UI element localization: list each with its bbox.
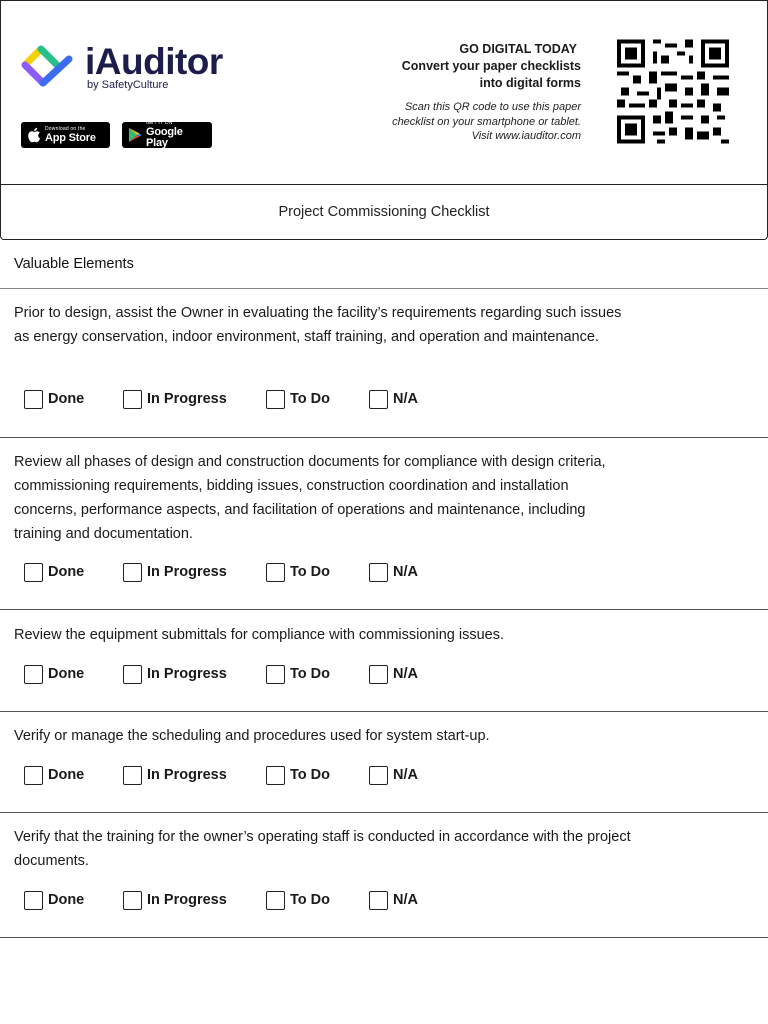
option-na[interactable] [369, 390, 449, 409]
checkbox-to-do[interactable] [266, 891, 285, 910]
checkbox-done[interactable] [24, 766, 43, 785]
checkbox-done[interactable] [24, 891, 43, 910]
checkbox-to-do[interactable] [266, 766, 285, 785]
option-na[interactable] [369, 665, 449, 684]
option-na[interactable] [369, 766, 449, 785]
checkbox-done[interactable] [24, 390, 43, 409]
checklist-item [0, 610, 768, 712]
checkbox-done[interactable] [24, 563, 43, 582]
promo-banner [0, 0, 768, 185]
option-na[interactable] [369, 891, 449, 910]
checkbox-na[interactable] [369, 665, 388, 684]
option-label: In Progress [147, 666, 227, 682]
app-store-label: App Store [45, 131, 96, 144]
google-play-small-label: GET IT ON [146, 120, 173, 126]
checkbox-in-progress[interactable] [123, 891, 142, 910]
checkbox-na[interactable] [369, 563, 388, 582]
option-to-do[interactable] [266, 390, 369, 409]
checkbox-to-do[interactable] [266, 563, 285, 582]
option-in-progress[interactable] [123, 390, 266, 409]
checkbox-na[interactable] [369, 891, 388, 910]
document-title-box [0, 185, 768, 240]
option-label: Done [48, 892, 85, 908]
option-to-do[interactable] [266, 891, 369, 910]
app-store-small-label: Download on the [45, 125, 86, 132]
checklist-item [0, 813, 768, 938]
checkbox-na[interactable] [369, 390, 388, 409]
option-label: To Do [290, 767, 330, 783]
promo-note: Scan this QR code to use this paper checklist on your smartphone or tablet. Visit www.iauditor.com [392, 101, 581, 142]
option-in-progress[interactable] [123, 665, 266, 684]
status-options [24, 389, 449, 409]
option-na[interactable] [369, 563, 449, 582]
option-in-progress[interactable] [123, 891, 266, 910]
brand-name: iAuditor [85, 41, 223, 82]
status-options [24, 890, 449, 910]
option-label: In Progress [147, 892, 227, 908]
promo-line: into digital forms [479, 76, 581, 90]
option-done[interactable] [24, 891, 123, 910]
checkbox-na[interactable] [369, 766, 388, 785]
option-label: In Progress [147, 564, 227, 580]
checkbox-to-do[interactable] [266, 390, 285, 409]
document-title: Project Commissioning Checklist [278, 204, 490, 220]
option-label: To Do [290, 564, 330, 580]
google-play-label: Google Play [146, 126, 183, 149]
checklist-item-text: Review the equipment submittals for compliance with commissioning issues. [14, 627, 504, 643]
option-label: Done [48, 564, 85, 580]
checklist-item-text: Verify that the training for the owner’s operating staff is conducted in accordance with the project documents. [14, 829, 631, 869]
promo-line: Convert your paper checklists [401, 59, 581, 73]
checkbox-in-progress[interactable] [123, 390, 142, 409]
checklist-item-text: Prior to design, assist the Owner in evaluating the facility’s requirements regarding such issues as energy conservation, indoor environment, staff training, and operation and maintenance. [14, 305, 622, 345]
checkbox-in-progress[interactable] [123, 563, 142, 582]
option-label: To Do [290, 666, 330, 682]
option-label: Done [48, 666, 85, 682]
apple-icon [27, 127, 41, 143]
google-play-badge[interactable] [122, 122, 212, 148]
option-done[interactable] [24, 766, 123, 785]
status-options [24, 765, 449, 785]
qr-code-icon [617, 39, 729, 144]
option-label: N/A [393, 892, 418, 908]
option-to-do[interactable] [266, 665, 369, 684]
option-label: N/A [393, 767, 418, 783]
option-label: Done [48, 767, 85, 783]
option-in-progress[interactable] [123, 766, 266, 785]
checkbox-in-progress[interactable] [123, 766, 142, 785]
option-in-progress[interactable] [123, 563, 266, 582]
option-label: In Progress [147, 767, 227, 783]
app-store-badge[interactable] [21, 122, 110, 148]
checkbox-in-progress[interactable] [123, 665, 142, 684]
option-label: To Do [290, 892, 330, 908]
option-done[interactable] [24, 563, 123, 582]
section-title: Valuable Elements [14, 256, 134, 272]
option-label: N/A [393, 666, 418, 682]
option-done[interactable] [24, 665, 123, 684]
option-label: N/A [393, 391, 418, 407]
checkbox-to-do[interactable] [266, 665, 285, 684]
brand-sub: by SafetyCulture [87, 79, 169, 91]
option-label: Done [48, 391, 85, 407]
option-done[interactable] [24, 390, 123, 409]
iauditor-logo-icon [21, 43, 73, 93]
option-label: To Do [290, 391, 330, 407]
checklist-item [0, 438, 768, 610]
checklist-item [0, 289, 768, 438]
google-play-icon [128, 127, 142, 143]
option-label: N/A [393, 564, 418, 580]
status-options [24, 664, 449, 684]
section-header [0, 240, 768, 289]
brand [85, 41, 223, 91]
promo-text [402, 41, 581, 92]
option-to-do[interactable] [266, 563, 369, 582]
option-to-do[interactable] [266, 766, 369, 785]
checklist-item [0, 712, 768, 813]
checklist-item-text: Review all phases of design and construction documents for compliance with design criteria, commissioning requirements, bidding issues, construction coordination and installation concerns, performance aspects, and facilitation of operations and maintenance, including training and documentation. [14, 454, 606, 542]
checklist-item-text: Verify or manage the scheduling and procedures used for system start-up. [14, 728, 490, 744]
checkbox-done[interactable] [24, 665, 43, 684]
status-options [24, 562, 449, 582]
promo-title: GO DIGITAL TODAY [459, 42, 577, 56]
option-label: In Progress [147, 391, 227, 407]
